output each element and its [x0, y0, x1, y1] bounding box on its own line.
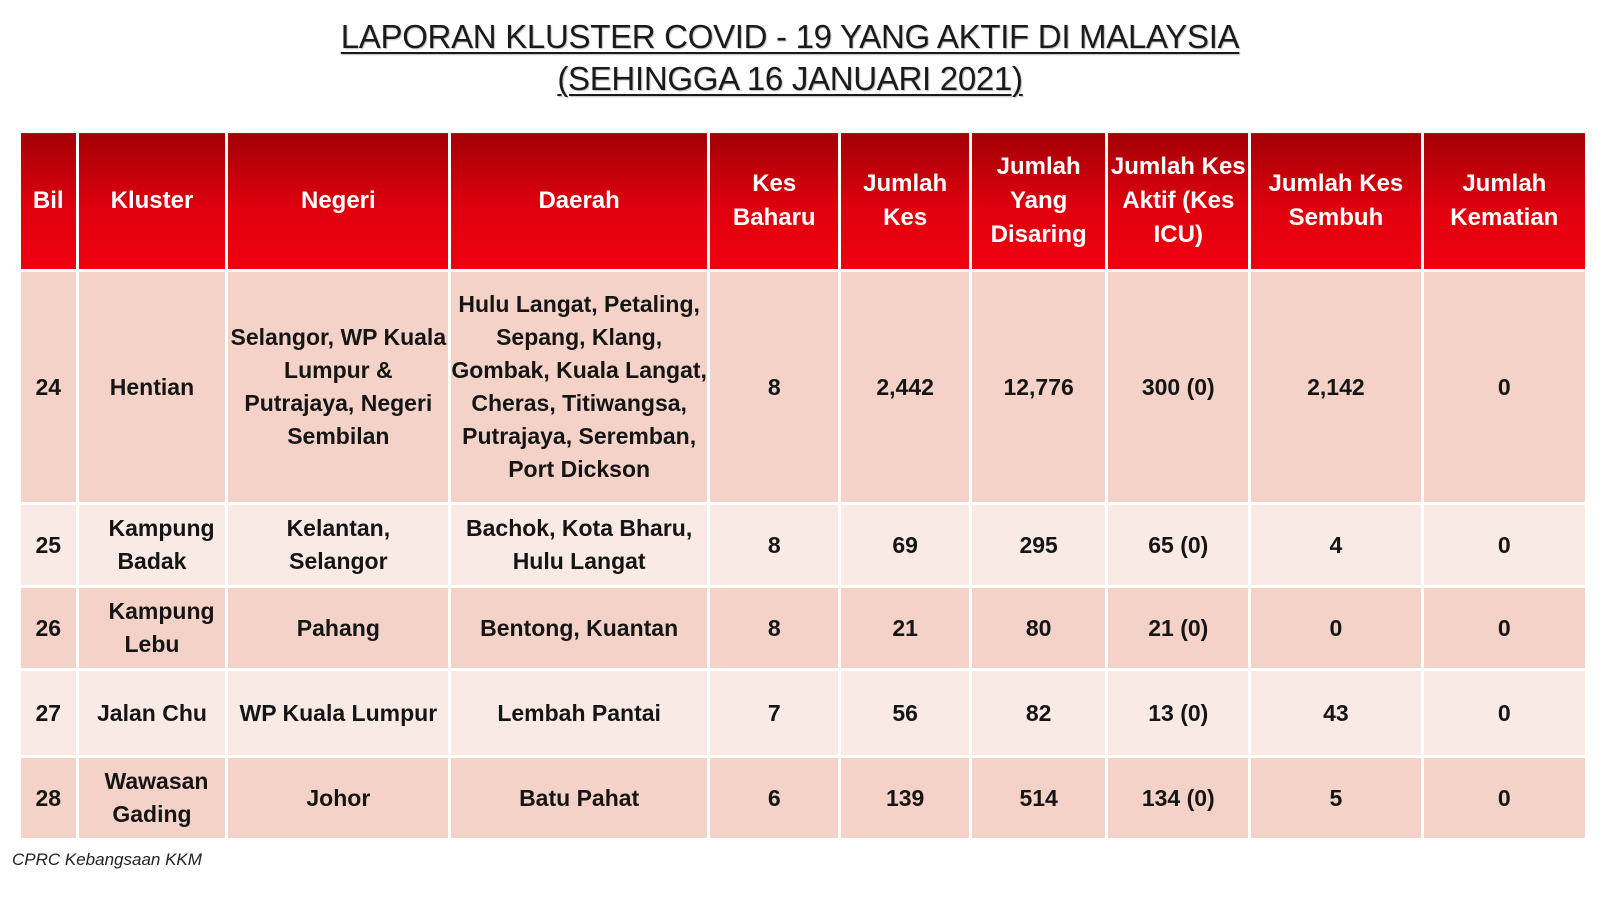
cell-kematian: 0 [1422, 670, 1586, 757]
cell-kes-sembuh: 2,142 [1250, 271, 1423, 504]
cell-kes-sembuh: 4 [1250, 504, 1423, 587]
header-jumlah-kes: Jumlah Kes [840, 132, 970, 271]
cell-bil: 27 [20, 670, 78, 757]
cell-kes-baharu: 8 [709, 587, 840, 670]
cell-jumlah-kes: 2,442 [840, 271, 970, 504]
cell-negeri: Kelantan, Selangor [227, 504, 450, 587]
cell-negeri: Selangor, WP Kuala Lumpur & Putrajaya, Negeri Sembilan [227, 271, 450, 504]
cell-kes-aktif: 134 (0) [1107, 757, 1250, 840]
cell-jumlah-disaring: 295 [970, 504, 1107, 587]
header-kes-baharu: Kes Baharu [709, 132, 840, 271]
table-row [20, 670, 1587, 757]
cell-kes-aktif: 13 (0) [1107, 670, 1250, 757]
cell-daerah: Hulu Langat, Petaling, Sepang, Klang, Gombak, Kuala Langat, Cheras, Titiwangsa, Putrajaya, Seremban, Port Dickson [450, 271, 709, 504]
cell-daerah: Bentong, Kuantan [450, 587, 709, 670]
cell-kes-baharu: 6 [709, 757, 840, 840]
table-row [20, 271, 1587, 504]
source-note: CPRC Kebangsaan KKM [12, 850, 202, 869]
cell-daerah: Bachok, Kota Bharu, Hulu Langat [450, 504, 709, 587]
table-row [20, 587, 1587, 670]
cell-daerah: Batu Pahat [450, 757, 709, 840]
header-bil: Bil [20, 132, 78, 271]
header-jumlah-disaring: Jumlah Yang Disaring [970, 132, 1107, 271]
cell-kes-aktif: 300 (0) [1107, 271, 1250, 504]
title-line-1: LAPORAN KLUSTER COVID - 19 YANG AKTIF DI MALAYSIA [340, 18, 1240, 55]
cell-bil: 28 [20, 757, 78, 840]
cell-negeri: Johor [227, 757, 450, 840]
cell-kes-baharu: 8 [709, 504, 840, 587]
cell-kluster: Wawasan Gading [77, 757, 227, 840]
cell-jumlah-kes: 69 [840, 504, 970, 587]
table-row [20, 504, 1587, 587]
report-title [0, 16, 1580, 100]
header-negeri: Negeri [227, 132, 450, 271]
cell-kluster: Jalan Chu [77, 670, 227, 757]
title-line-2: (SEHINGGA 16 JANUARI 2021) [557, 60, 1023, 97]
cell-kes-aktif: 65 (0) [1107, 504, 1250, 587]
table-header-row [20, 132, 1587, 271]
table-row [20, 757, 1587, 840]
cell-negeri: Pahang [227, 587, 450, 670]
cell-bil: 24 [20, 271, 78, 504]
cell-jumlah-disaring: 12,776 [970, 271, 1107, 504]
cell-jumlah-disaring: 82 [970, 670, 1107, 757]
header-daerah: Daerah [450, 132, 709, 271]
cell-jumlah-disaring: 514 [970, 757, 1107, 840]
cell-kes-sembuh: 43 [1250, 670, 1423, 757]
cluster-table [18, 130, 1588, 841]
header-kematian: Jumlah Kematian [1422, 132, 1586, 271]
cell-jumlah-kes: 139 [840, 757, 970, 840]
cell-kematian: 0 [1422, 587, 1586, 670]
cell-kluster: Kampung Lebu [77, 587, 227, 670]
cell-jumlah-kes: 21 [840, 587, 970, 670]
cell-jumlah-kes: 56 [840, 670, 970, 757]
cell-kematian: 0 [1422, 757, 1586, 840]
cell-kes-sembuh: 5 [1250, 757, 1423, 840]
cell-negeri: WP Kuala Lumpur [227, 670, 450, 757]
cell-kes-sembuh: 0 [1250, 587, 1423, 670]
cell-kes-aktif: 21 (0) [1107, 587, 1250, 670]
header-kluster: Kluster [77, 132, 227, 271]
cell-daerah: Lembah Pantai [450, 670, 709, 757]
cell-bil: 26 [20, 587, 78, 670]
cell-kes-baharu: 8 [709, 271, 840, 504]
header-kes-aktif: Jumlah Kes Aktif (Kes ICU) [1107, 132, 1250, 271]
cell-bil: 25 [20, 504, 78, 587]
cell-kematian: 0 [1422, 271, 1586, 504]
cell-kes-baharu: 7 [709, 670, 840, 757]
header-kes-sembuh: Jumlah Kes Sembuh [1250, 132, 1423, 271]
cell-kluster: Hentian [77, 271, 227, 504]
cell-kluster: Kampung Badak [77, 504, 227, 587]
cell-kematian: 0 [1422, 504, 1586, 587]
cell-jumlah-disaring: 80 [970, 587, 1107, 670]
